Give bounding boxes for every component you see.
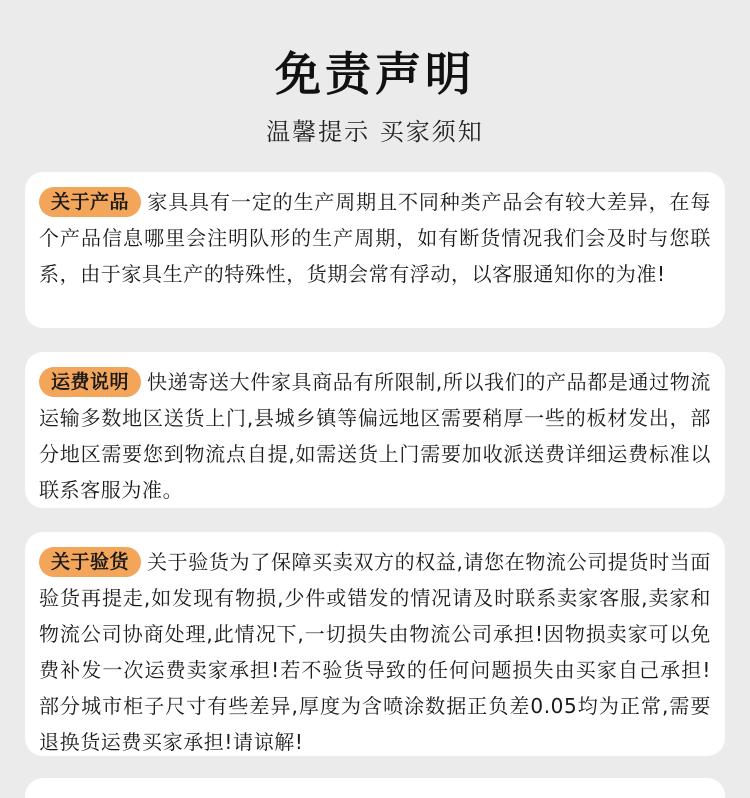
card-product-text: 家具具有一定的生产周期且不同种类产品会有较大差异，在每个产品信息哪里会注明队形的生产周期，如有断货情况我们会及时与您联系，由于家具生产的特殊性，货期会常有浮动，以客服通知你的为准! [39,190,711,286]
card-inspection-text-block [39,544,711,760]
badge-shipping: 运费说明 [39,367,141,397]
card-product-text-block [39,184,711,292]
card-product [25,172,725,328]
card-shipping-text: 快递寄送大件家具商品有所限制,所以我们的产品都是通过物流运输多数地区送货上门,县城乡镇等偏远地区需要稍厚一些的板材发出，部分地区需要您到物流点自提,如需送货上门需要加收派送费详细运费标准以联系客服为准。 [39,370,711,502]
card-shipping [25,352,725,508]
next-card-edge [25,778,725,798]
badge-inspection: 关于验货 [39,547,141,577]
page-title: 免责声明 [275,47,475,101]
page-subtitle: 温馨提示 买家须知 [266,118,484,146]
card-inspection [25,532,725,756]
badge-product: 关于产品 [39,187,141,217]
card-inspection-text: 关于验货为了保障买卖双方的权益,请您在物流公司提货时当面验货再提走,如发现有物损,少件或错发的情况请及时联系卖家客服,卖家和物流公司协商处理,此情况下,一切损失由物流公司承担!因物损卖家可以免费补发一次运费卖家承担!若不验货导致的任何问题损失由买家自己承担!部分城市柜子尺寸有些差异,厚度为含喷涂数据正负差0.05均为正常,需要退换货运费买家承担!请谅解! [39,550,711,754]
card-shipping-text-block [39,364,711,508]
header [0,42,750,148]
